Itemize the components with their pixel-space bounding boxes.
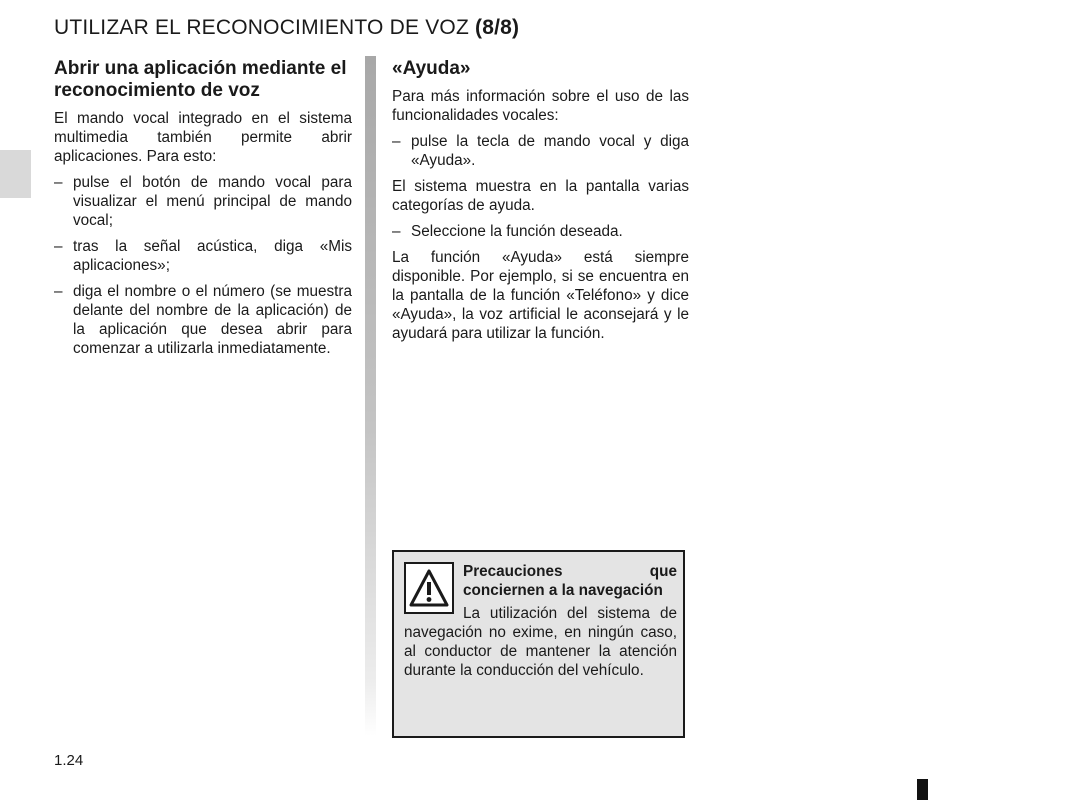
dash-marker: – xyxy=(54,238,63,255)
steps-list xyxy=(54,173,352,358)
list-item xyxy=(392,222,689,241)
page-title-text: UTILIZAR EL RECONOCIMIENTO DE VOZ xyxy=(54,16,469,39)
warning-content xyxy=(404,562,677,680)
help-intro-paragraph: Para más información sobre el uso de las funcionalidades vocales: xyxy=(392,88,689,124)
page-part-indicator: (8/8) xyxy=(475,16,520,39)
page-number: 1.24 xyxy=(54,752,84,769)
intro-paragraph: El mando vocal integrado en el sistema multimedia también permite abrir aplicaciones. Para esto: xyxy=(54,110,352,165)
chapter-tab-marker xyxy=(0,150,31,198)
section-heading-open-app: Abrir una aplicación mediante el reconocimiento de voz xyxy=(54,58,347,101)
warning-title: Precauciones que conciernen a la navegación xyxy=(463,563,677,599)
list-item-text: Seleccione la función deseada. xyxy=(411,223,623,240)
list-item xyxy=(54,173,352,230)
column-divider xyxy=(365,56,376,736)
page-edge-marker xyxy=(917,779,928,800)
list-item-text: tras la señal acústica, diga «Mis aplicaciones»; xyxy=(73,238,352,274)
list-item-text: pulse el botón de mando vocal para visualizar el menú principal de mando vocal; xyxy=(73,174,352,229)
list-item-text: diga el nombre o el número (se muestra delante del nombre de la aplicación) de la aplicación que desea abrir para comenzar a utilizarla inmediatamente. xyxy=(73,283,352,357)
dash-marker: – xyxy=(392,133,401,150)
list-item xyxy=(54,282,352,358)
help-steps-list xyxy=(392,222,689,241)
help-steps-list xyxy=(392,132,689,170)
list-item xyxy=(54,237,352,275)
list-item xyxy=(392,132,689,170)
warning-box xyxy=(392,550,685,738)
dash-marker: – xyxy=(392,223,401,240)
right-column xyxy=(392,58,689,350)
left-column xyxy=(54,58,352,365)
list-item-text: pulse la tecla de mando vocal y diga «Ayuda». xyxy=(411,133,689,169)
warning-text: La utilización del sistema de navegación no exime, en ningún caso, al conductor de mantener la atención durante la conducción del vehículo. xyxy=(404,605,677,679)
warning-triangle-icon xyxy=(404,562,454,614)
help-paragraph: La función «Ayuda» está siempre disponible. Por ejemplo, si se encuentra en la pantalla de la función «Teléfono» y dice «Ayuda», la voz artificial le aconsejará y le ayudará para utilizar la función. xyxy=(392,249,689,342)
help-paragraph: El sistema muestra en la pantalla varias categorías de ayuda. xyxy=(392,178,689,214)
dash-marker: – xyxy=(54,283,63,300)
page-title xyxy=(54,16,519,40)
dash-marker: – xyxy=(54,174,63,191)
section-heading-help: «Ayuda» xyxy=(392,58,471,79)
